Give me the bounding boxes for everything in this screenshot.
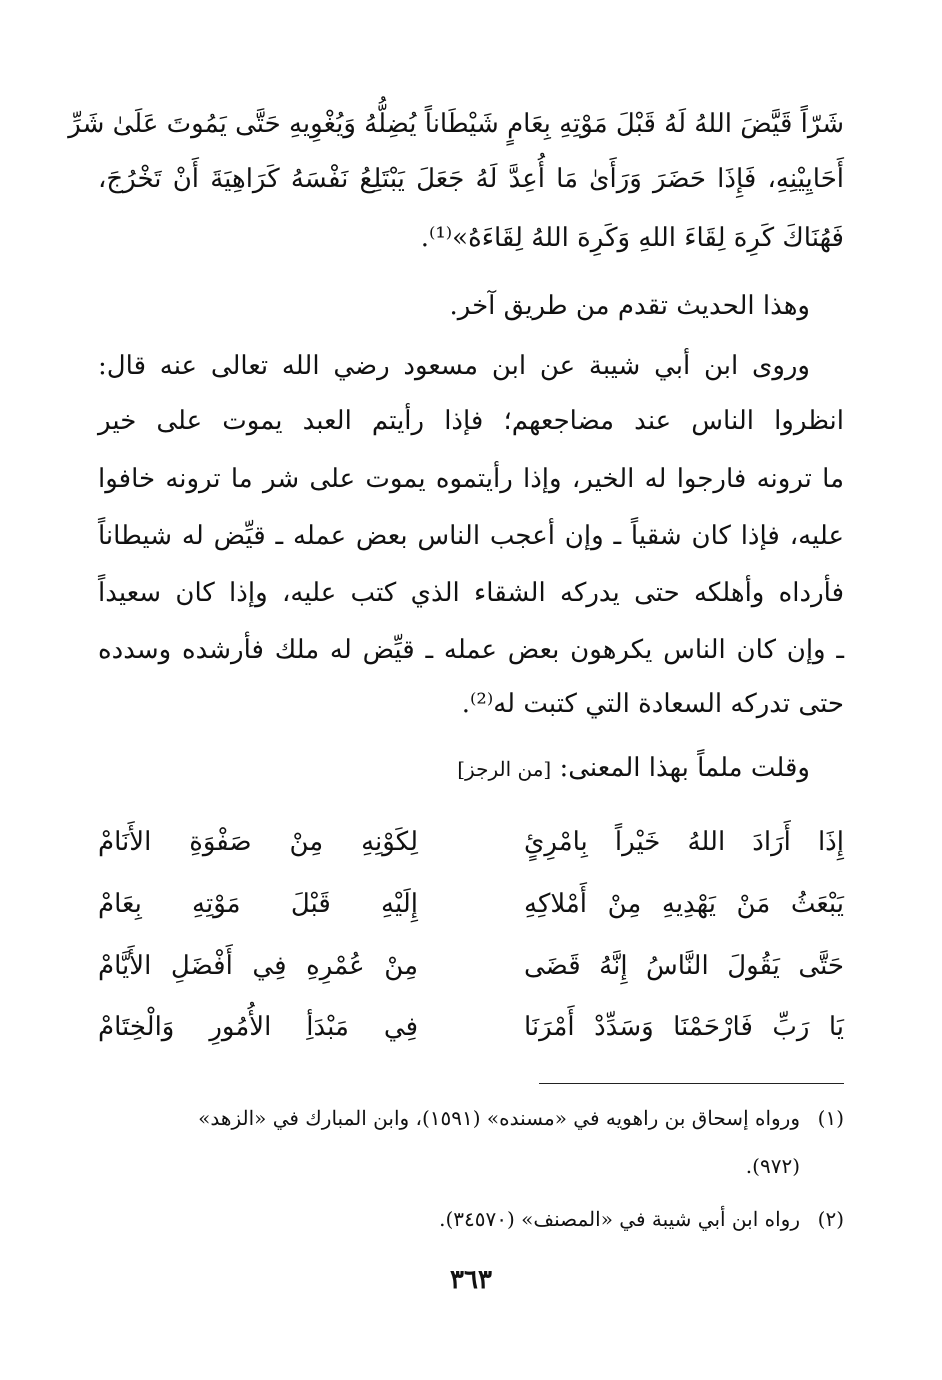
narration-line-7: حتى تدركه السعادة التي كتبت له⁽²⁾. [461,689,844,719]
verse-second-hemistich: مِنْ عُمْرِهِ فِي أَفْضَلِ الأَيَّامْ [98,951,418,981]
poem-verse [98,818,844,868]
poem-intro [98,748,844,789]
hadith-line-1: شَرّاً قَيَّضَ اللهُ لَهُ قَبْلَ مَوْتِهِ بِعَامٍ شَيْطَاناً يُضِلُّهُ وَيُغْوِيهِ حَتَّى يَمُوتَ عَلَىٰ شَرِّ [68,109,844,139]
paragraph-note: وهذا الحديث تقدم من طريق آخر. [449,291,810,321]
poem-verse [98,880,844,930]
verse-first-hemistich: يَا رَبِّ فَارْحَمْنَا وَسَدِّدْ أَمْرَنَا [524,1012,844,1042]
footnote-1 [98,1102,844,1134]
poem-verse [98,942,844,992]
narration-line-3: ما ترونه فارجوا له الخير، وإذا رأيتموه يموت على شر ما ترونه خافوا [98,464,844,494]
footnote-2-number: (٢) [817,1207,844,1231]
footnote-separator [539,1083,844,1084]
footnote-2 [98,1203,844,1235]
verse-first-hemistich: حَتَّى يَقُولَ النَّاسُ إِنَّهُ قَضَى [524,951,844,981]
verse-second-hemistich: لِكَوْنِهِ مِنْ صَفْوَةِ الأَنَامْ [98,827,418,857]
verse-first-hemistich: يَبْعَثُ مَنْ يَهْدِيهِ مِنْ أَمْلاكِهِ [524,889,844,919]
narration-line-6: ـ وإن كان الناس يكرهون بعض عمله ـ قيِّض له ملك فأرشده وسدده [98,635,844,665]
narration-line-5: فأرداه وأهلكه حتى يدركه الشقاء الذي كتب عليه، وإذا كان سعيداً [98,578,844,608]
poem-intro-text: وقلت ملماً بهذا المعنى: [559,753,810,783]
poem-verse [98,1003,844,1053]
narration-line-1: وروى ابن أبي شيبة عن ابن مسعود رضي الله تعالى عنه قال: [98,351,810,381]
narration-line-2: انظروا الناس عند مضاجعهم؛ فإذا رأيتم العبد يموت على خير [98,406,844,436]
verse-first-hemistich: إِذَا أَرَادَ اللهُ خَيْراً بِامْرِئٍ [524,827,844,857]
narration-line-4: عليه، فإذا كان شقياً ـ وإن أعجب الناس بعض عمله ـ قيِّض له شيطاناً [98,521,844,551]
footnote-1-continuation: (٩٧٢). [745,1154,800,1178]
hadith-line-2: أَحَايِيْنِهِ، فَإِذَا حَضَرَ وَرَأَىٰ مَا أُعِدَّ لَهُ جَعَلَ يَبْتَلِعُ نَفْسَهُ كَرَاهِيَةَ أَنْ تَخْرُجَ، [98,164,844,194]
page-number: ٣٦٣ [450,1265,492,1295]
verse-second-hemistich: إِلَيْهِ قَبْلَ مَوْتِهِ بِعَامْ [98,889,418,919]
verse-second-hemistich: فِي مَبْدَأِ الأُمُورِ وَالْخِتَامْ [98,1012,418,1042]
poem-meter: [من الرجز] [457,757,552,781]
footnote-1-number: (١) [817,1106,844,1130]
hadith-line-3: فَهُنَاكَ كَرِهَ لِقَاءَ اللهِ وَكَرِهَ اللهُ لِقَاءَهُ»⁽¹⁾. [420,223,844,253]
footnote-1-text: ورواه إسحاق بن راهويه في «مسنده» (١٥٩١)، وابن المبارك في «الزهد» [198,1106,800,1130]
footnote-2-text: رواه ابن أبي شيبة في «المصنف» (٣٤٥٧٠). [439,1207,800,1231]
